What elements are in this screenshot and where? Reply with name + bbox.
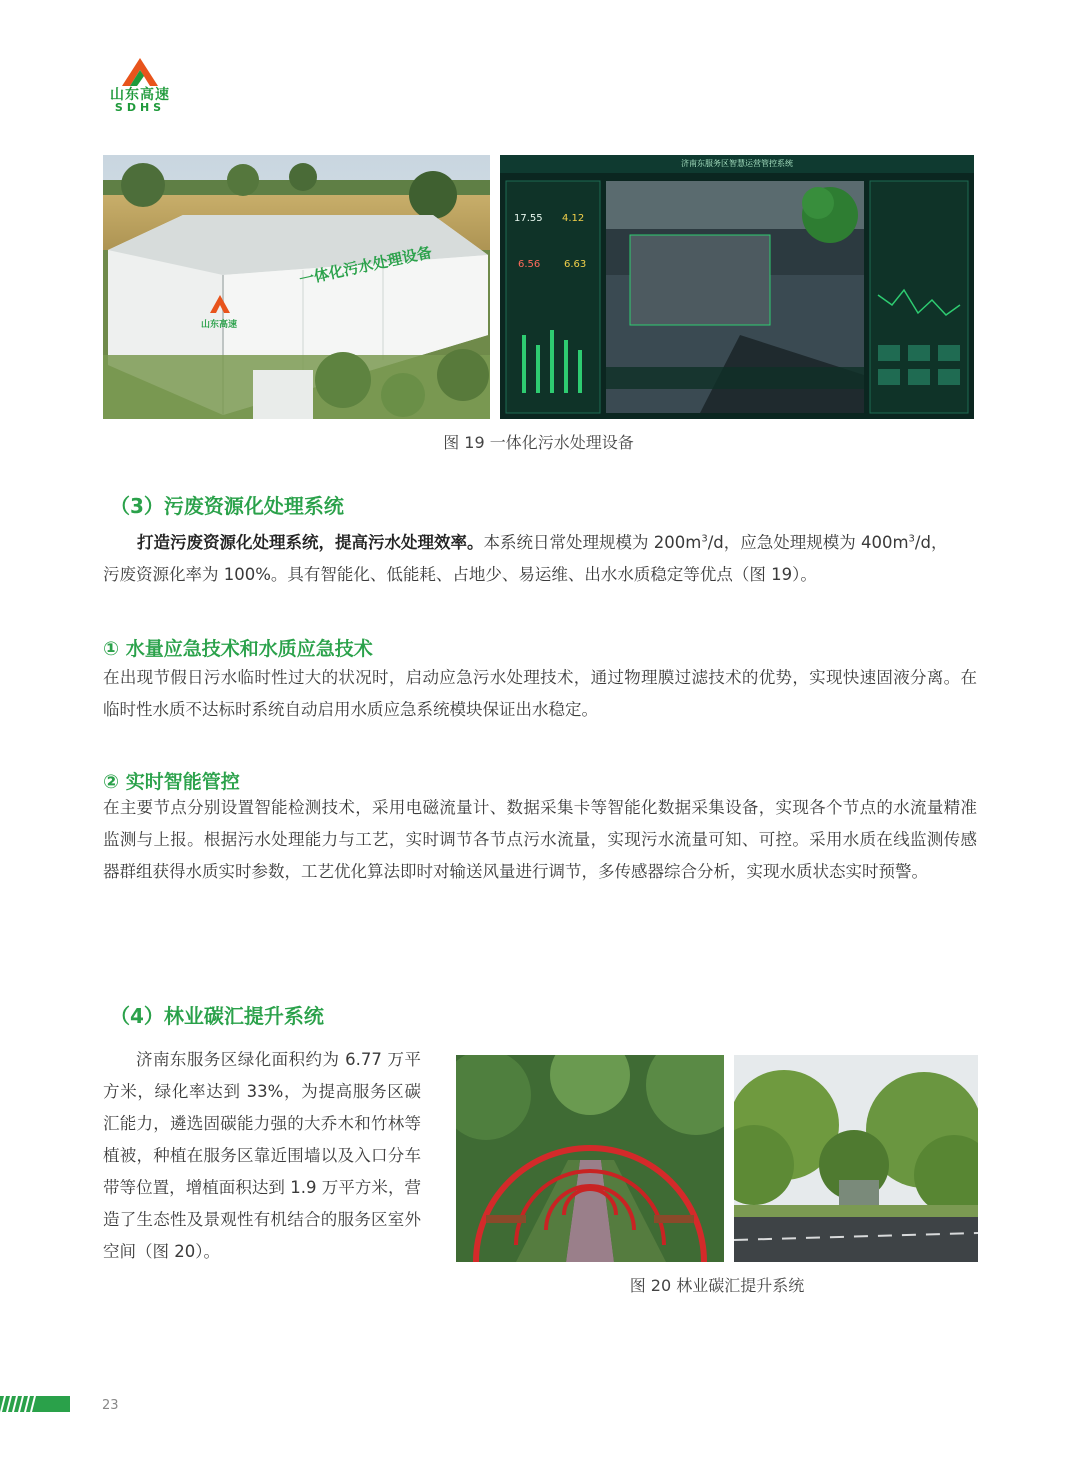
subsection-2-paragraph: 在主要节点分别设置智能检测技术，采用电磁流量计、数据采集卡等智能化数据采集设备，实现各个节点的水流量精准监测与上报。根据污水处理能力与工艺，实时调节各节点污水流量，实现污水流量可知、可控。采用水质在线监测传感器群组获得水质实时参数，工艺优化算法即时对输送风量进行调节，多传感器综合分析，实现水质状态实时预警。: [103, 798, 977, 881]
section-3-lead-text-1: 本系统日常处理规模为 200m: [483, 533, 702, 552]
section-3-paragraph: [103, 527, 977, 591]
section-3-title: （3）污废资源化处理系统: [110, 494, 344, 518]
section-3-lead-text-2: /d，应急处理规模为 400m: [707, 533, 909, 552]
figure-19-caption: 图 19 一体化污水处理设备: [443, 433, 634, 452]
section-3-lead-bold: 打造污废资源化处理系统，提高污水处理效率。: [137, 533, 484, 552]
superscript: 3: [701, 533, 708, 545]
monitoring-dashboard-screenshot: [500, 155, 974, 419]
subsection-2-title: ② 实时智能管控: [103, 771, 240, 793]
logo-subtext: SDHS: [114, 101, 166, 114]
garden-arch-photo: [456, 1055, 724, 1262]
section-3-line-2: 污废资源化率为 100%。具有智能化、低能耗、占地少、易运维、出水水质稳定等优点（图 19）。: [103, 565, 817, 584]
subsection-1-title: ① 水量应急技术和水质应急技术: [103, 638, 373, 660]
willow-trees-photo: [734, 1055, 978, 1262]
superscript: 3: [908, 533, 915, 545]
subsection-1-paragraph: 在出现节假日污水临时性过大的状况时，启动应急污水处理技术，通过物理膜过滤技术的优势，实现快速固液分离。在临时性水质不达标时系统自动启用水质应急系统模块保证出水稳定。: [103, 668, 977, 719]
section-4-text: 济南东服务区绿化面积约为 6.77 万平方米，绿化率达到 33%，为提高服务区碳汇能力，遴选固碳能力强的大乔木和竹林等植被，种植在服务区靠近围墙以及入口分车带等位置，增植面积达到 1.9 万平方米，营造了生态性及景观性有机结合的服务区室外空间（图 20）。: [103, 1050, 421, 1261]
dashboard-value: 17.55: [514, 213, 543, 224]
footer-stripes-icon: [0, 1396, 70, 1412]
section-4-title: （4）林业碳汇提升系统: [110, 1004, 324, 1028]
dashboard-value: 6.56: [518, 259, 541, 270]
page-number: 23: [102, 1398, 119, 1413]
sewage-equipment-photo: [103, 155, 490, 419]
dashboard-value: 6.63: [564, 259, 587, 270]
section-4-paragraph: [103, 1044, 421, 1268]
dashboard-value: 4.12: [562, 213, 585, 224]
container-logo-text: 山东高速: [201, 320, 238, 330]
logo-text: 山东高速: [110, 87, 170, 103]
container-sign-text: 一体化污水处理设备: [297, 243, 434, 289]
section-3-lead-text-3: /d，: [914, 533, 948, 552]
dashboard-title: 济南东服务区智慧运营管控系统: [681, 159, 793, 168]
figure-20-caption: 图 20 林业碳汇提升系统: [629, 1276, 805, 1295]
